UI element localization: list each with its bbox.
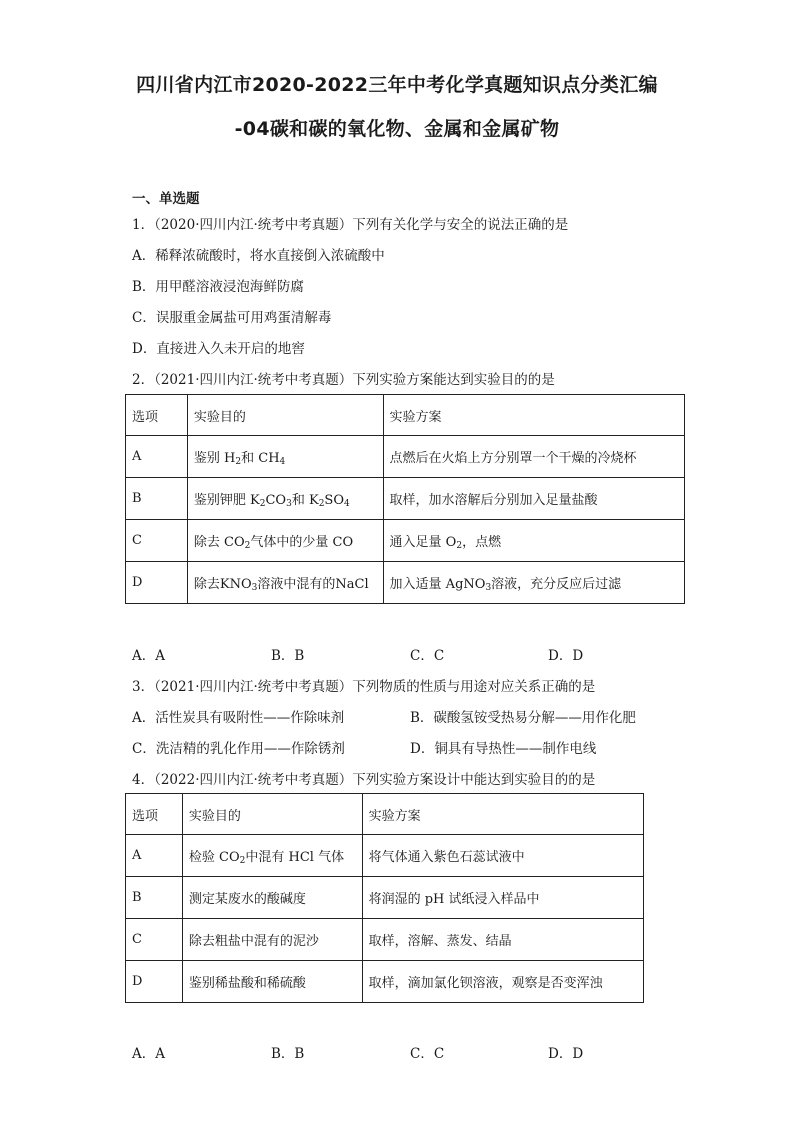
row-option: B bbox=[126, 478, 188, 520]
question-3-option-d: D．铜具有导热性——制作电线 bbox=[410, 741, 597, 757]
table-header-row bbox=[126, 395, 685, 436]
question-4-stem: 4．（2022·四川内江·统考中考真题）下列实验方案设计中能达到实验目的的是 bbox=[132, 772, 596, 788]
question-4-choice-b: B．B bbox=[271, 1046, 305, 1062]
row-goal: 检验 $CO_2$中混有 HCl 气体 bbox=[182, 835, 362, 877]
row-option: A bbox=[126, 835, 183, 877]
question-1-option-c: C．误服重金属盐可用鸡蛋清解毒 bbox=[132, 310, 332, 326]
question-3-option-c: C．洗洁精的乳化作用——作除锈剂 bbox=[132, 741, 345, 757]
row-option: C bbox=[126, 919, 183, 961]
row-goal: 鉴别钾肥 $K_2CO_3$和 $K_2SO_4$ bbox=[187, 478, 383, 520]
row-plan: 将润湿的 pH 试纸浸入样品中 bbox=[362, 877, 643, 919]
row-plan: 取样，滴加氯化钡溶液，观察是否变浑浊 bbox=[362, 961, 643, 1003]
table-row bbox=[126, 520, 685, 562]
question-3-option-b: B．碳酸氢铵受热易分解——用作化肥 bbox=[410, 710, 636, 726]
header-plan: 实验方案 bbox=[383, 395, 684, 436]
question-1-option-b: B．用甲醛溶液浸泡海鲜防腐 bbox=[132, 279, 304, 295]
row-goal: 鉴别 $H_2$和 $CH_4$ bbox=[187, 436, 383, 478]
title-line-1: 四川省内江市2020-2022三年中考化学真题知识点分类汇编 bbox=[136, 74, 658, 96]
header-goal: 实验目的 bbox=[182, 794, 362, 835]
row-plan: 点燃后在火焰上方分别罩一个干燥的冷烧杯 bbox=[383, 436, 684, 478]
question-1-option-a: A．稀释浓硫酸时，将水直接倒入浓硫酸中 bbox=[132, 248, 385, 264]
question-3-option-a: A．活性炭具有吸附性——作除味剂 bbox=[132, 710, 345, 726]
header-plan: 实验方案 bbox=[362, 794, 643, 835]
table-row bbox=[126, 562, 685, 604]
question-2-stem: 2．（2021·四川内江·统考中考真题）下列实验方案能达到实验目的的是 bbox=[132, 372, 555, 388]
table-row bbox=[126, 961, 644, 1003]
question-2-choice-d: D．D bbox=[548, 648, 584, 664]
table-row bbox=[126, 478, 685, 520]
row-option: D bbox=[126, 562, 188, 604]
row-option: D bbox=[126, 961, 183, 1003]
section-heading: 一、单选题 bbox=[132, 191, 200, 207]
row-goal: 除去 $CO_2$气体中的少量 CO bbox=[187, 520, 383, 562]
question-1-stem: 1．（2020·四川内江·统考中考真题）下列有关化学与安全的说法正确的是 bbox=[132, 217, 569, 233]
question-4-choice-a: A．A bbox=[132, 1046, 165, 1062]
row-plan: 将气体通入紫色石蕊试液中 bbox=[362, 835, 643, 877]
question-2-choice-a: A．A bbox=[132, 648, 165, 664]
row-plan: 通入足量 $O_2$，点燃 bbox=[383, 520, 684, 562]
row-plan: 取样，溶解、蒸发、结晶 bbox=[362, 919, 643, 961]
row-plan: 取样，加水溶解后分别加入足量盐酸 bbox=[383, 478, 684, 520]
row-option: A bbox=[126, 436, 188, 478]
table-row bbox=[126, 877, 644, 919]
row-plan: 加入适量 AgNO$_3$溶液，充分反应后过滤 bbox=[383, 562, 684, 604]
question-3-stem: 3．（2021·四川内江·统考中考真题）下列物质的性质与用途对应关系正确的是 bbox=[132, 679, 596, 695]
question-2-table bbox=[125, 394, 685, 604]
row-option: C bbox=[126, 520, 188, 562]
question-1-option-d: D．直接进入久未开启的地窖 bbox=[132, 341, 305, 357]
header-option: 选项 bbox=[126, 794, 183, 835]
row-goal: 鉴别稀盐酸和稀硫酸 bbox=[182, 961, 362, 1003]
question-4-choice-c: C．C bbox=[410, 1046, 445, 1062]
table-header-row bbox=[126, 794, 644, 835]
question-2-choice-b: B．B bbox=[271, 648, 305, 664]
header-option: 选项 bbox=[126, 395, 188, 436]
header-goal: 实验目的 bbox=[187, 395, 383, 436]
table-row bbox=[126, 436, 685, 478]
row-goal: 除去粗盐中混有的泥沙 bbox=[182, 919, 362, 961]
table-row bbox=[126, 835, 644, 877]
question-4-choice-d: D．D bbox=[548, 1046, 584, 1062]
question-4-table bbox=[125, 793, 644, 1003]
title-line-2: -04碳和碳的氧化物、金属和金属矿物 bbox=[234, 118, 560, 140]
row-option: B bbox=[126, 877, 183, 919]
row-goal: 测定某废水的酸碱度 bbox=[182, 877, 362, 919]
table-row bbox=[126, 919, 644, 961]
row-goal: 除去$KNO_3$溶液中混有的NaCl bbox=[187, 562, 383, 604]
question-2-choice-c: C．C bbox=[410, 648, 445, 664]
